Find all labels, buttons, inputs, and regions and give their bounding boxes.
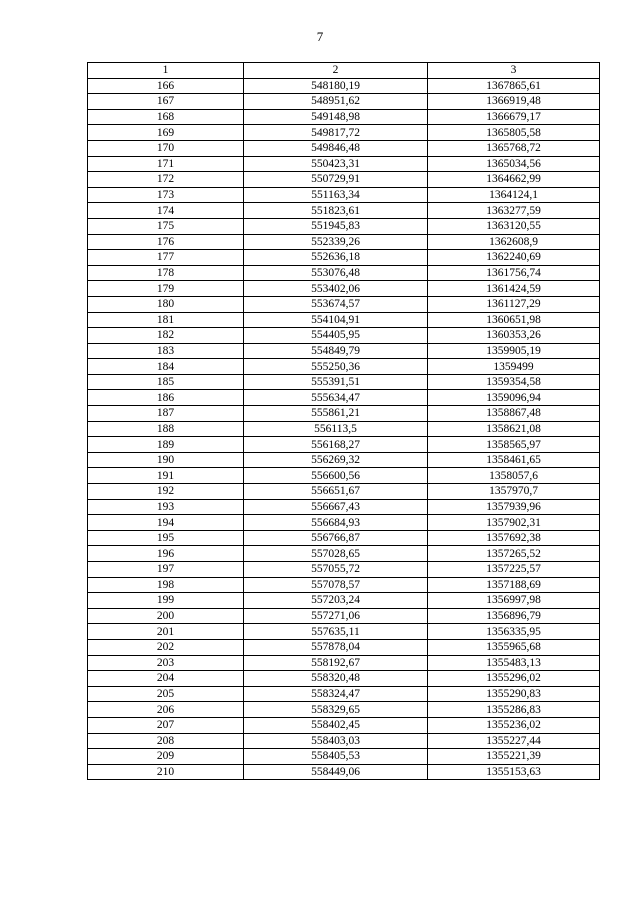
x-coordinate-cell: 558403,03	[244, 733, 428, 749]
y-coordinate-cell: 1364662,99	[428, 172, 600, 188]
column-header-2: 2	[244, 63, 428, 79]
y-coordinate-cell: 1361424,59	[428, 281, 600, 297]
table-row	[88, 94, 600, 110]
point-number-cell: 192	[88, 484, 244, 500]
point-number-cell: 173	[88, 187, 244, 203]
y-coordinate-cell: 1357902,31	[428, 515, 600, 531]
table-row	[88, 218, 600, 234]
y-coordinate-cell: 1359499	[428, 359, 600, 375]
y-coordinate-cell: 1357692,38	[428, 530, 600, 546]
y-coordinate-cell: 1357225,57	[428, 562, 600, 578]
y-coordinate-cell: 1357265,52	[428, 546, 600, 562]
y-coordinate-cell: 1355227,44	[428, 733, 600, 749]
x-coordinate-cell: 556269,32	[244, 452, 428, 468]
x-coordinate-cell: 548951,62	[244, 94, 428, 110]
point-number-cell: 189	[88, 437, 244, 453]
x-coordinate-cell: 556168,27	[244, 437, 428, 453]
point-number-cell: 204	[88, 671, 244, 687]
x-coordinate-cell: 555250,36	[244, 359, 428, 375]
x-coordinate-cell: 552636,18	[244, 250, 428, 266]
y-coordinate-cell: 1355236,02	[428, 717, 600, 733]
point-number-cell: 187	[88, 406, 244, 422]
y-coordinate-cell: 1358461,65	[428, 452, 600, 468]
x-coordinate-cell: 558324,47	[244, 686, 428, 702]
point-number-cell: 177	[88, 250, 244, 266]
x-coordinate-cell: 551163,34	[244, 187, 428, 203]
y-coordinate-cell: 1363120,55	[428, 218, 600, 234]
y-coordinate-cell: 1360651,98	[428, 312, 600, 328]
table-row	[88, 608, 600, 624]
page-number: 7	[316, 29, 324, 44]
y-coordinate-cell: 1358621,08	[428, 421, 600, 437]
table-row	[88, 499, 600, 515]
table-row	[88, 717, 600, 733]
y-coordinate-cell: 1362608,9	[428, 234, 600, 250]
table-row	[88, 733, 600, 749]
table-row	[88, 172, 600, 188]
point-number-cell: 191	[88, 468, 244, 484]
point-number-cell: 208	[88, 733, 244, 749]
column-header-1: 1	[88, 63, 244, 79]
table-row	[88, 109, 600, 125]
table-row	[88, 78, 600, 94]
point-number-cell: 202	[88, 639, 244, 655]
y-coordinate-cell: 1366679,17	[428, 109, 600, 125]
point-number-cell: 193	[88, 499, 244, 515]
table-row	[88, 764, 600, 780]
y-coordinate-cell: 1363277,59	[428, 203, 600, 219]
x-coordinate-cell: 558449,06	[244, 764, 428, 780]
table-row	[88, 343, 600, 359]
point-number-cell: 206	[88, 702, 244, 718]
x-coordinate-cell: 558329,65	[244, 702, 428, 718]
x-coordinate-cell: 548180,19	[244, 78, 428, 94]
table-row	[88, 671, 600, 687]
y-coordinate-cell: 1355286,83	[428, 702, 600, 718]
table-row	[88, 639, 600, 655]
x-coordinate-cell: 555391,51	[244, 374, 428, 390]
point-number-cell: 181	[88, 312, 244, 328]
y-coordinate-cell: 1357939,96	[428, 499, 600, 515]
x-coordinate-cell: 557203,24	[244, 593, 428, 609]
table-row	[88, 421, 600, 437]
point-number-cell: 180	[88, 296, 244, 312]
x-coordinate-cell: 558405,53	[244, 749, 428, 765]
x-coordinate-cell: 554849,79	[244, 343, 428, 359]
table-row	[88, 593, 600, 609]
x-coordinate-cell: 557878,04	[244, 639, 428, 655]
point-number-cell: 207	[88, 717, 244, 733]
table-row	[88, 296, 600, 312]
table-row	[88, 359, 600, 375]
point-number-cell: 196	[88, 546, 244, 562]
table-row	[88, 655, 600, 671]
table-header-row	[88, 63, 600, 79]
y-coordinate-cell: 1355965,68	[428, 639, 600, 655]
y-coordinate-cell: 1357970,7	[428, 484, 600, 500]
x-coordinate-cell: 553674,57	[244, 296, 428, 312]
point-number-cell: 172	[88, 172, 244, 188]
point-number-cell: 182	[88, 328, 244, 344]
y-coordinate-cell: 1356997,98	[428, 593, 600, 609]
point-number-cell: 167	[88, 94, 244, 110]
point-number-cell: 184	[88, 359, 244, 375]
table-row	[88, 328, 600, 344]
point-number-cell: 171	[88, 156, 244, 172]
table-row	[88, 312, 600, 328]
x-coordinate-cell: 549148,98	[244, 109, 428, 125]
y-coordinate-cell: 1355483,13	[428, 655, 600, 671]
point-number-cell: 195	[88, 530, 244, 546]
x-coordinate-cell: 552339,26	[244, 234, 428, 250]
x-coordinate-cell: 558192,67	[244, 655, 428, 671]
x-coordinate-cell: 554104,91	[244, 312, 428, 328]
y-coordinate-cell: 1366919,48	[428, 94, 600, 110]
point-number-cell: 199	[88, 593, 244, 609]
table-row	[88, 562, 600, 578]
point-number-cell: 201	[88, 624, 244, 640]
x-coordinate-cell: 556684,93	[244, 515, 428, 531]
table-row	[88, 749, 600, 765]
point-number-cell: 170	[88, 140, 244, 156]
point-number-cell: 169	[88, 125, 244, 141]
table-row	[88, 530, 600, 546]
point-number-cell: 185	[88, 374, 244, 390]
x-coordinate-cell: 558402,45	[244, 717, 428, 733]
table-row	[88, 452, 600, 468]
y-coordinate-cell: 1358057,6	[428, 468, 600, 484]
y-coordinate-cell: 1358867,48	[428, 406, 600, 422]
y-coordinate-cell: 1355290,83	[428, 686, 600, 702]
y-coordinate-cell: 1355153,63	[428, 764, 600, 780]
x-coordinate-cell: 557055,72	[244, 562, 428, 578]
point-number-cell: 209	[88, 749, 244, 765]
x-coordinate-cell: 550423,31	[244, 156, 428, 172]
y-coordinate-cell: 1361756,74	[428, 265, 600, 281]
x-coordinate-cell: 556600,56	[244, 468, 428, 484]
point-number-cell: 178	[88, 265, 244, 281]
y-coordinate-cell: 1359096,94	[428, 390, 600, 406]
table-row	[88, 234, 600, 250]
point-number-cell: 194	[88, 515, 244, 531]
y-coordinate-cell: 1356335,95	[428, 624, 600, 640]
x-coordinate-cell: 557078,57	[244, 577, 428, 593]
x-coordinate-cell: 553402,06	[244, 281, 428, 297]
y-coordinate-cell: 1365805,58	[428, 125, 600, 141]
table-row	[88, 203, 600, 219]
x-coordinate-cell: 553076,48	[244, 265, 428, 281]
x-coordinate-cell: 557271,06	[244, 608, 428, 624]
x-coordinate-cell: 558320,48	[244, 671, 428, 687]
x-coordinate-cell: 556113,5	[244, 421, 428, 437]
table-row	[88, 390, 600, 406]
table-row	[88, 374, 600, 390]
x-coordinate-cell: 556667,43	[244, 499, 428, 515]
x-coordinate-cell: 549817,72	[244, 125, 428, 141]
point-number-cell: 200	[88, 608, 244, 624]
y-coordinate-cell: 1358565,97	[428, 437, 600, 453]
x-coordinate-cell: 550729,91	[244, 172, 428, 188]
table-row	[88, 437, 600, 453]
table-row	[88, 686, 600, 702]
table-row	[88, 187, 600, 203]
x-coordinate-cell: 549846,48	[244, 140, 428, 156]
point-number-cell: 168	[88, 109, 244, 125]
point-number-cell: 166	[88, 78, 244, 94]
y-coordinate-cell: 1367865,61	[428, 78, 600, 94]
x-coordinate-cell: 555634,47	[244, 390, 428, 406]
point-number-cell: 176	[88, 234, 244, 250]
x-coordinate-cell: 556766,87	[244, 530, 428, 546]
table-row	[88, 265, 600, 281]
y-coordinate-cell: 1356896,79	[428, 608, 600, 624]
table-row	[88, 515, 600, 531]
table-row	[88, 546, 600, 562]
y-coordinate-cell: 1360353,26	[428, 328, 600, 344]
column-header-3: 3	[428, 63, 600, 79]
table-row	[88, 406, 600, 422]
table-row	[88, 125, 600, 141]
table-row	[88, 468, 600, 484]
y-coordinate-cell: 1365768,72	[428, 140, 600, 156]
table-row	[88, 140, 600, 156]
point-number-cell: 198	[88, 577, 244, 593]
point-number-cell: 174	[88, 203, 244, 219]
point-number-cell: 175	[88, 218, 244, 234]
y-coordinate-cell: 1357188,69	[428, 577, 600, 593]
table-row	[88, 281, 600, 297]
point-number-cell: 186	[88, 390, 244, 406]
y-coordinate-cell: 1355221,39	[428, 749, 600, 765]
table-row	[88, 156, 600, 172]
table-row	[88, 250, 600, 266]
table-row	[88, 577, 600, 593]
point-number-cell: 205	[88, 686, 244, 702]
x-coordinate-cell: 557028,65	[244, 546, 428, 562]
x-coordinate-cell: 557635,11	[244, 624, 428, 640]
table-row	[88, 624, 600, 640]
point-number-cell: 203	[88, 655, 244, 671]
table-body	[88, 78, 600, 780]
table-row	[88, 702, 600, 718]
y-coordinate-cell: 1362240,69	[428, 250, 600, 266]
x-coordinate-cell: 551823,61	[244, 203, 428, 219]
point-number-cell: 190	[88, 452, 244, 468]
point-number-cell: 197	[88, 562, 244, 578]
x-coordinate-cell: 556651,67	[244, 484, 428, 500]
table-row	[88, 484, 600, 500]
y-coordinate-cell: 1365034,56	[428, 156, 600, 172]
y-coordinate-cell: 1355296,02	[428, 671, 600, 687]
y-coordinate-cell: 1361127,29	[428, 296, 600, 312]
y-coordinate-cell: 1364124,1	[428, 187, 600, 203]
x-coordinate-cell: 554405,95	[244, 328, 428, 344]
point-number-cell: 179	[88, 281, 244, 297]
x-coordinate-cell: 551945,83	[244, 218, 428, 234]
point-number-cell: 188	[88, 421, 244, 437]
coordinates-table	[87, 62, 600, 780]
point-number-cell: 210	[88, 764, 244, 780]
y-coordinate-cell: 1359905,19	[428, 343, 600, 359]
x-coordinate-cell: 555861,21	[244, 406, 428, 422]
point-number-cell: 183	[88, 343, 244, 359]
y-coordinate-cell: 1359354,58	[428, 374, 600, 390]
